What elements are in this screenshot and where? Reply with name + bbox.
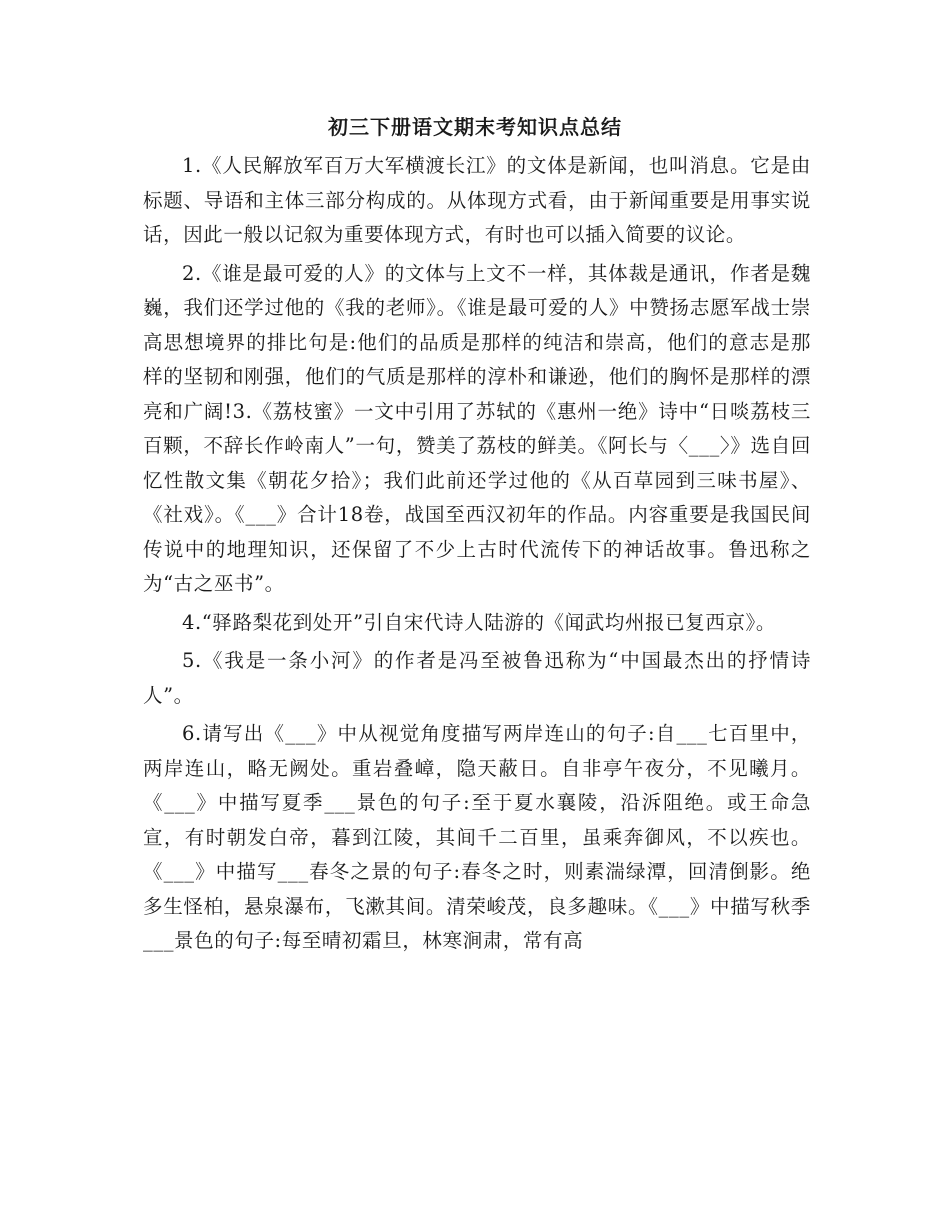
paragraph-5: 5.《我是一条小河》的作者是冯至被鲁迅称为“中国最杰出的抒情诗人”。 [143,649,811,707]
paragraph-1: 1.《人民解放军百万大军横渡长江》的文体是新闻，也叫消息。它是由标题、导语和主体三部分构成的。从体现方式看，由于新闻重要是用事实说话，因此一般以记叙为重要体现方式，有时也可以插入简要的议论。 [143,154,811,246]
paragraph-4: 4.“驿路梨花到处开”引自宋代诗人陆游的《闻武均州报已复西京》。 [182,610,776,634]
document-title: 初三下册语文期末考知识点总结 [328,115,622,139]
paragraph-2: 2.《谁是最可爱的人》的文体与上文不一样，其体裁是通讯，作者是魏巍，我们还学过他的《我的老师》。《谁是最可爱的人》中赞扬志愿军战士崇高思想境界的排比句是:他们的品质是那样的纯洁和崇高，他们的意志是那样的坚韧和刚强，他们的气质是那样的淳朴和谦逊，他们的胸怀是那样的漂亮和广阔!3.《荔枝蜜》一文中引用了苏轼的《惠州一绝》诗中“日啖荔枝三百颗，不辞长作岭南人”一句，赞美了荔枝的鲜美。《阿长与〈___〉》选自回忆性散文集《朝花夕拾》；我们此前还学过他的《从百草园到三味书屋》、《社戏》。《___》合计18卷，战国至西汉初年的作品。内容重要是我国民间传说中的地理知识，还保留了不少上古时代流传下的神话故事。鲁迅称之为“古之巫书”。 [143,261,811,595]
document-body [143,149,811,963]
paragraph-6: 6.请写出《___》中从视觉角度描写两岸连山的句子:自___七百里中，两岸连山，略无阙处。重岩叠嶂，隐天蔽日。自非亭午夜分，不见曦月。《___》中描写夏季___景色的句子:至于夏水襄陵，沿泝阻绝。或王命急宣，有时朝发白帝，暮到江陵，其间千二百里，虽乘奔御风，不以疾也。《___》中描写___春冬之景的句子:春冬之时，则素湍绿潭，回清倒影。绝多生怪柏，悬泉瀑布，飞漱其间。清荣峻茂，良多趣味。《___》中描写秋季___景色的句子:每至晴初霜旦，林寒涧肃，常有高 [143,722,811,952]
